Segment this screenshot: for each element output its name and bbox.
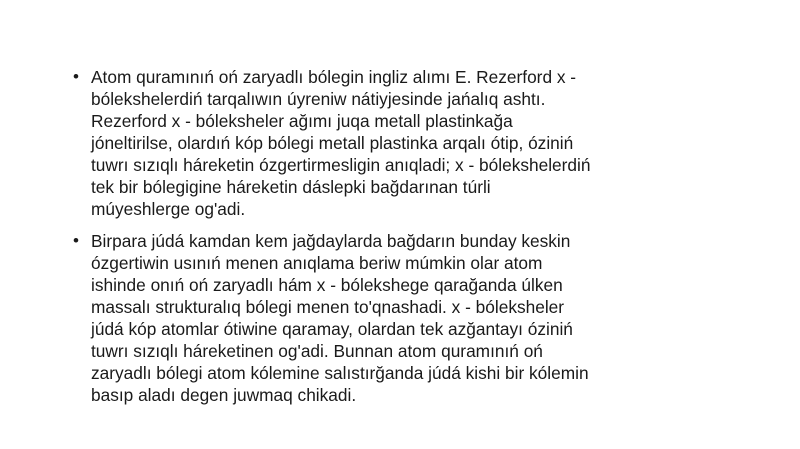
text-line: tuwrı sızıqlı háreketin ózgertirmesligin anıqladi; x - bólekshelerdiń: [91, 155, 591, 175]
text-line: zaryadlı bólegi atom kólemine salıstırğanda júdá kishi bir kólemin: [91, 363, 589, 383]
bullet-marker: •: [73, 67, 79, 86]
bullet-marker: •: [73, 231, 79, 250]
text-line: massalı strukturalıq bólegi menen to'qnashadi. x - bóleksheler: [91, 297, 565, 317]
text-line: Atom quramınıń oń zaryadlı bólegin ingliz alımı E. Rezerford x -: [91, 67, 577, 87]
text-line: múyeshlerge og'adi.: [91, 199, 246, 219]
text-line: Birpara júdá kamdan kem jağdaylarda bağdarın bunday keskin: [91, 231, 571, 251]
text-line: bólekshelerdiń tarqalıwın úyreniw nátiyjesinde jańalıq ashtı.: [91, 89, 546, 109]
bullet-text: [91, 66, 632, 220]
text-line: ishinde onıń oń zaryadlı hám x - bólekshege qarağanda úlken: [91, 275, 563, 295]
bullet-item-2: [72, 230, 632, 406]
bullet-item-1: [72, 66, 632, 220]
text-line: tuwrı sızıqlı háreketinen og'adi. Bunnan atom quramınıń oń: [91, 341, 543, 361]
text-line: basıp aladı degen juwmaq chikadi.: [91, 385, 357, 405]
text-line: Rezerford x - bóleksheler ağımı juqa metall plastinkağa: [91, 111, 513, 131]
text-line: júdá kóp atomlar ótiwine qaramay, olardan tek azğantayı óziniń: [91, 319, 573, 339]
text-line: jóneltirilse, olardıń kóp bólegi metall plastinka arqalı ótip, óziniń: [91, 133, 574, 153]
text-line: tek bir bólegigine háreketin dáslepki bağdarınan túrli: [91, 177, 491, 197]
bullet-text: [91, 230, 632, 406]
bullet-list: [72, 66, 632, 406]
text-line: ózgertiwin usınıń menen anıqlama beriw múmkin olar atom: [91, 253, 543, 273]
